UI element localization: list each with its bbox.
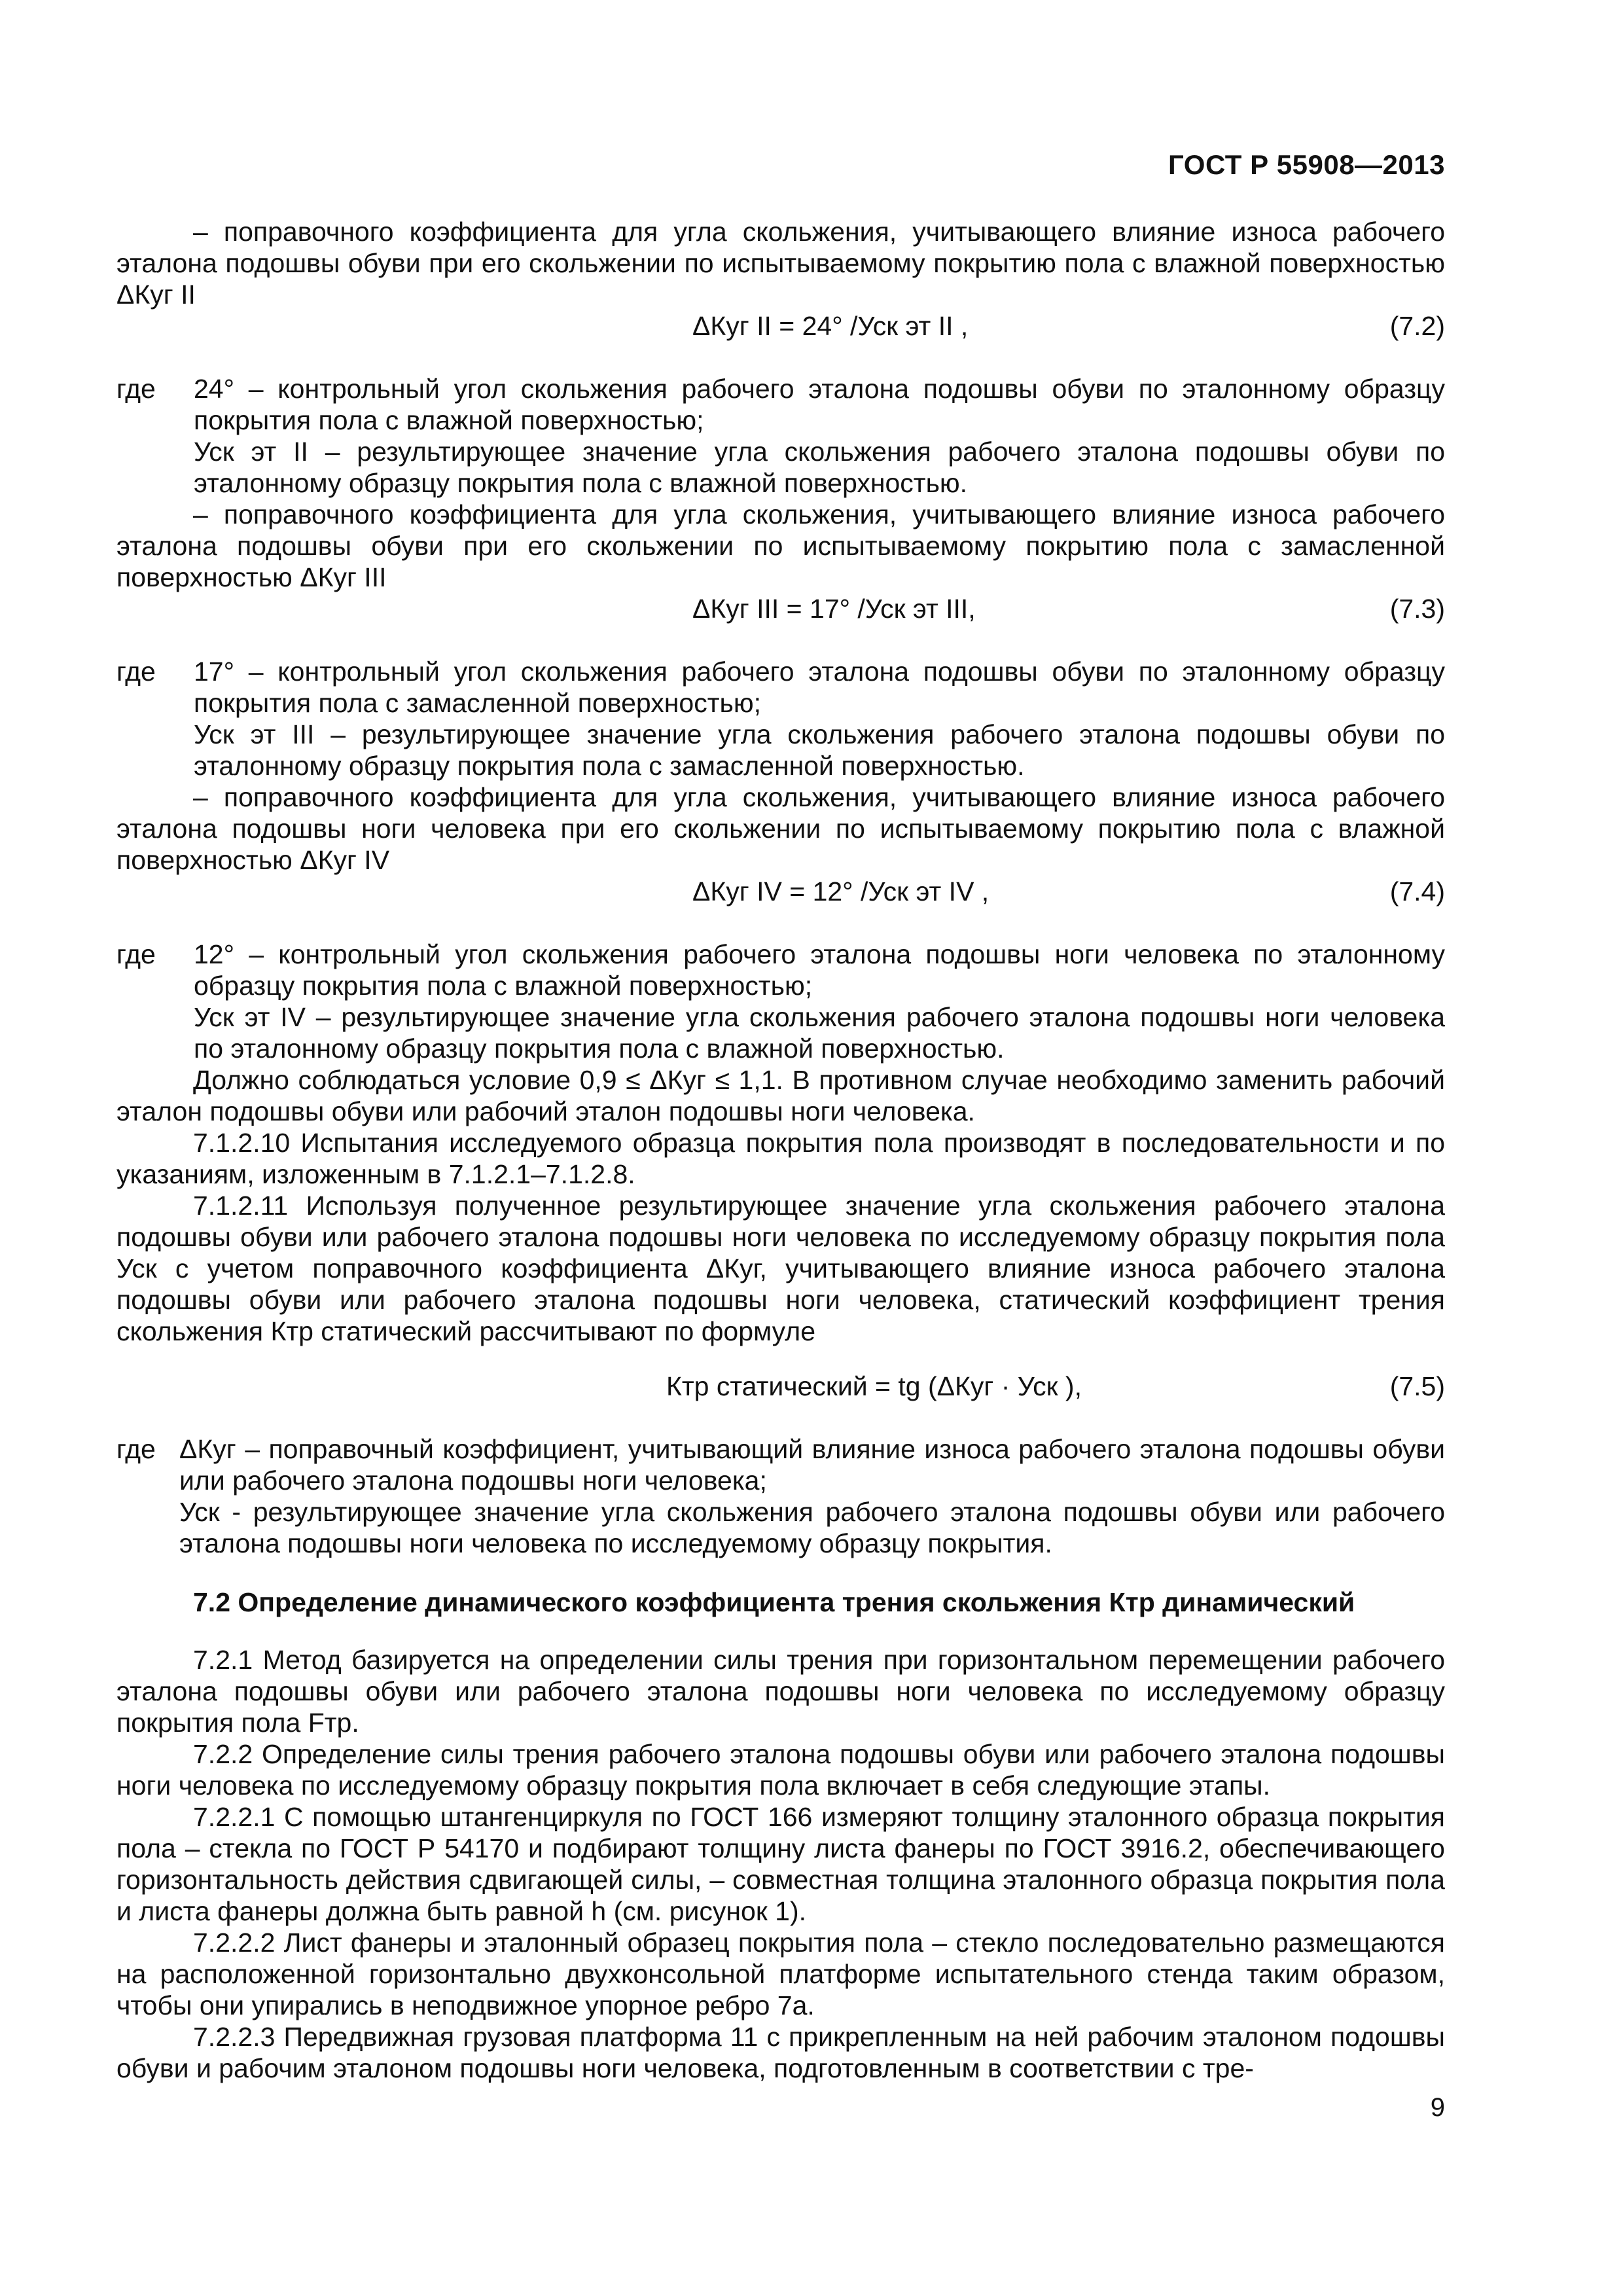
where-block-7-5	[116, 1433, 1445, 1559]
formula-expression: ΔКуг II = 24° /Уск эт II ,	[692, 311, 969, 341]
paragraph-condition: Должно соблюдаться условие 0,9 ≤ ΔКуг ≤ 1,1. В противном случае необходимо заменить рабочий эталон подошвы обуви или рабочий эталон подошвы ноги человека.	[116, 1065, 1445, 1126]
formula-expression: Ктр статический = tg (ΔКуг · Уск ),	[666, 1371, 1082, 1401]
formula-number: (7.4)	[1389, 876, 1445, 906]
formula-7-2	[116, 310, 1445, 350]
formula-7-5	[116, 1371, 1445, 1410]
where-label: где	[116, 656, 156, 687]
paragraph-correction-wet-foot: – поправочного коэффициента для угла скольжения, учитывающего влияние износа рабочего эталона подошвы ноги человека при его скольжении по испытываемому покрытию пола с влажной поверхностью ΔКуг IV	[116, 782, 1445, 875]
where-item: 17° – контрольный угол скольжения рабочего эталона подошвы обуви по эталонному образцу покрытия пола с замасленной поверхностью;	[194, 656, 1445, 718]
where-item: 24° – контрольный угол скольжения рабочего эталона подошвы обуви по эталонному образцу покрытия пола с влажной поверхностью;	[194, 374, 1445, 435]
where-item: Уск эт III – результирующее значение угла скольжения рабочего эталона подошвы обуви по эталонному образцу покрытия пола с замасленной поверхностью.	[194, 719, 1445, 781]
where-item: Уск эт IV – результирующее значение угла скольжения рабочего эталона подошвы ноги человека по эталонному образцу покрытия пола с влажной поверхностью.	[194, 1002, 1445, 1064]
where-block-7-2	[116, 373, 1445, 499]
paragraph-7-1-2-11: 7.1.2.11 Используя полученное результирующее значение угла скольжения рабочего эталона подошвы обуви или рабочего эталона подошвы ноги человека по исследуемому образцу покрытия пола Уск с учетом поправочного коэффициента ΔКуг, учитывающего влияние износа рабочего эталона подошвы обуви или рабочего эталона подошвы ноги человека, статический коэффициент трения скольжения Ктр статический рассчитывают по формуле	[116, 1191, 1445, 1346]
where-label: где	[116, 939, 156, 969]
paragraph-7-2-1: 7.2.1 Метод базируется на определении силы трения при горизонтальном перемещении рабочего эталона подошвы обуви или рабочего эталона подошвы ноги человека по исследуемому образцу покрытия пола Fтр.	[116, 1645, 1445, 1738]
standard-id-header: ГОСТ Р 55908—2013	[1168, 149, 1445, 180]
paragraph-7-2-2-1: 7.2.2.1 С помощью штангенциркуля по ГОСТ 166 измеряют толщину эталонного образца покрытия пола – стекла по ГОСТ Р 54170 и подбирают толщину листа фанеры по ГОСТ 3916.2, обеспечивающего горизонтальность действия сдвигающей силы, – совместная толщина эталонного образца покрытия пола и листа фанеры должна быть равной h (см. рисунок 1).	[116, 1802, 1445, 1926]
where-item: Уск - результирующее значение угла скольжения рабочего эталона подошвы обуви или рабочего эталона подошвы ноги человека по исследуемому образцу покрытия.	[179, 1497, 1445, 1558]
where-item: 12° – контрольный угол скольжения рабочего эталона подошвы ноги человека по эталонному образцу покрытия пола с влажной поверхностью;	[194, 939, 1445, 1001]
paragraph-correction-oily-shoe: – поправочного коэффициента для угла скольжения, учитывающего влияние износа рабочего эталона подошвы обуви при его скольжении по испытываемому покрытию пола с замасленной поверхностью ΔКуг III	[116, 499, 1445, 592]
page-number: 9	[1430, 2093, 1445, 2122]
formula-expression: ΔКуг III = 17° /Уск эт III,	[692, 594, 976, 624]
formula-7-4	[116, 876, 1445, 915]
where-block-7-4	[116, 939, 1445, 1064]
where-label: где	[116, 1434, 156, 1464]
where-label: где	[116, 374, 156, 404]
where-item: ΔКуг – поправочный коэффициент, учитывающий влияние износа рабочего эталона подошвы обуви или рабочего эталона подошвы ноги человека;	[179, 1434, 1445, 1496]
paragraph-7-1-2-10: 7.1.2.10 Испытания исследуемого образца покрытия пола производят в последовательности и по указаниям, изложенным в 7.1.2.1–7.1.2.8.	[116, 1128, 1445, 1189]
formula-7-3	[116, 593, 1445, 632]
formula-number: (7.5)	[1389, 1371, 1445, 1401]
formula-expression: ΔКуг IV = 12° /Уск эт IV ,	[692, 876, 990, 906]
formula-number: (7.3)	[1389, 594, 1445, 624]
where-item: Уск эт II – результирующее значение угла скольжения рабочего эталона подошвы обуви по эталонному образцу покрытия пола с влажной поверхностью.	[194, 437, 1445, 498]
section-heading-7-2: 7.2 Определение динамического коэффициента трения скольжения Ктр динамический	[193, 1587, 1355, 1617]
formula-number: (7.2)	[1389, 311, 1445, 341]
page-body	[116, 216, 1445, 2084]
where-block-7-3	[116, 656, 1445, 781]
paragraph-7-2-2-3: 7.2.2.3 Передвижная грузовая платформа 11 с прикрепленным на ней рабочим эталоном подошвы обуви и рабочим эталоном подошвы ноги человека, подготовленным в соответствии с тре-	[116, 2022, 1445, 2083]
paragraph-7-2-2-2: 7.2.2.2 Лист фанеры и эталонный образец покрытия пола – стекло последовательно размещаются на расположенной горизонтально двухконсольной платформе испытательного стенда таким образом, чтобы они упирались в неподвижное упорное ребро 7а.	[116, 1928, 1445, 2020]
paragraph-correction-wet-shoe: – поправочного коэффициента для угла скольжения, учитывающего влияние износа рабочего эталона подошвы обуви при его скольжении по испытываемому покрытию пола с влажной поверхностью ΔКуг II	[116, 217, 1445, 310]
paragraph-7-2-2: 7.2.2 Определение силы трения рабочего эталона подошвы обуви или рабочего эталона подошвы ноги человека по исследуемому образцу покрытия пола включает в себя следующие этапы.	[116, 1739, 1445, 1801]
